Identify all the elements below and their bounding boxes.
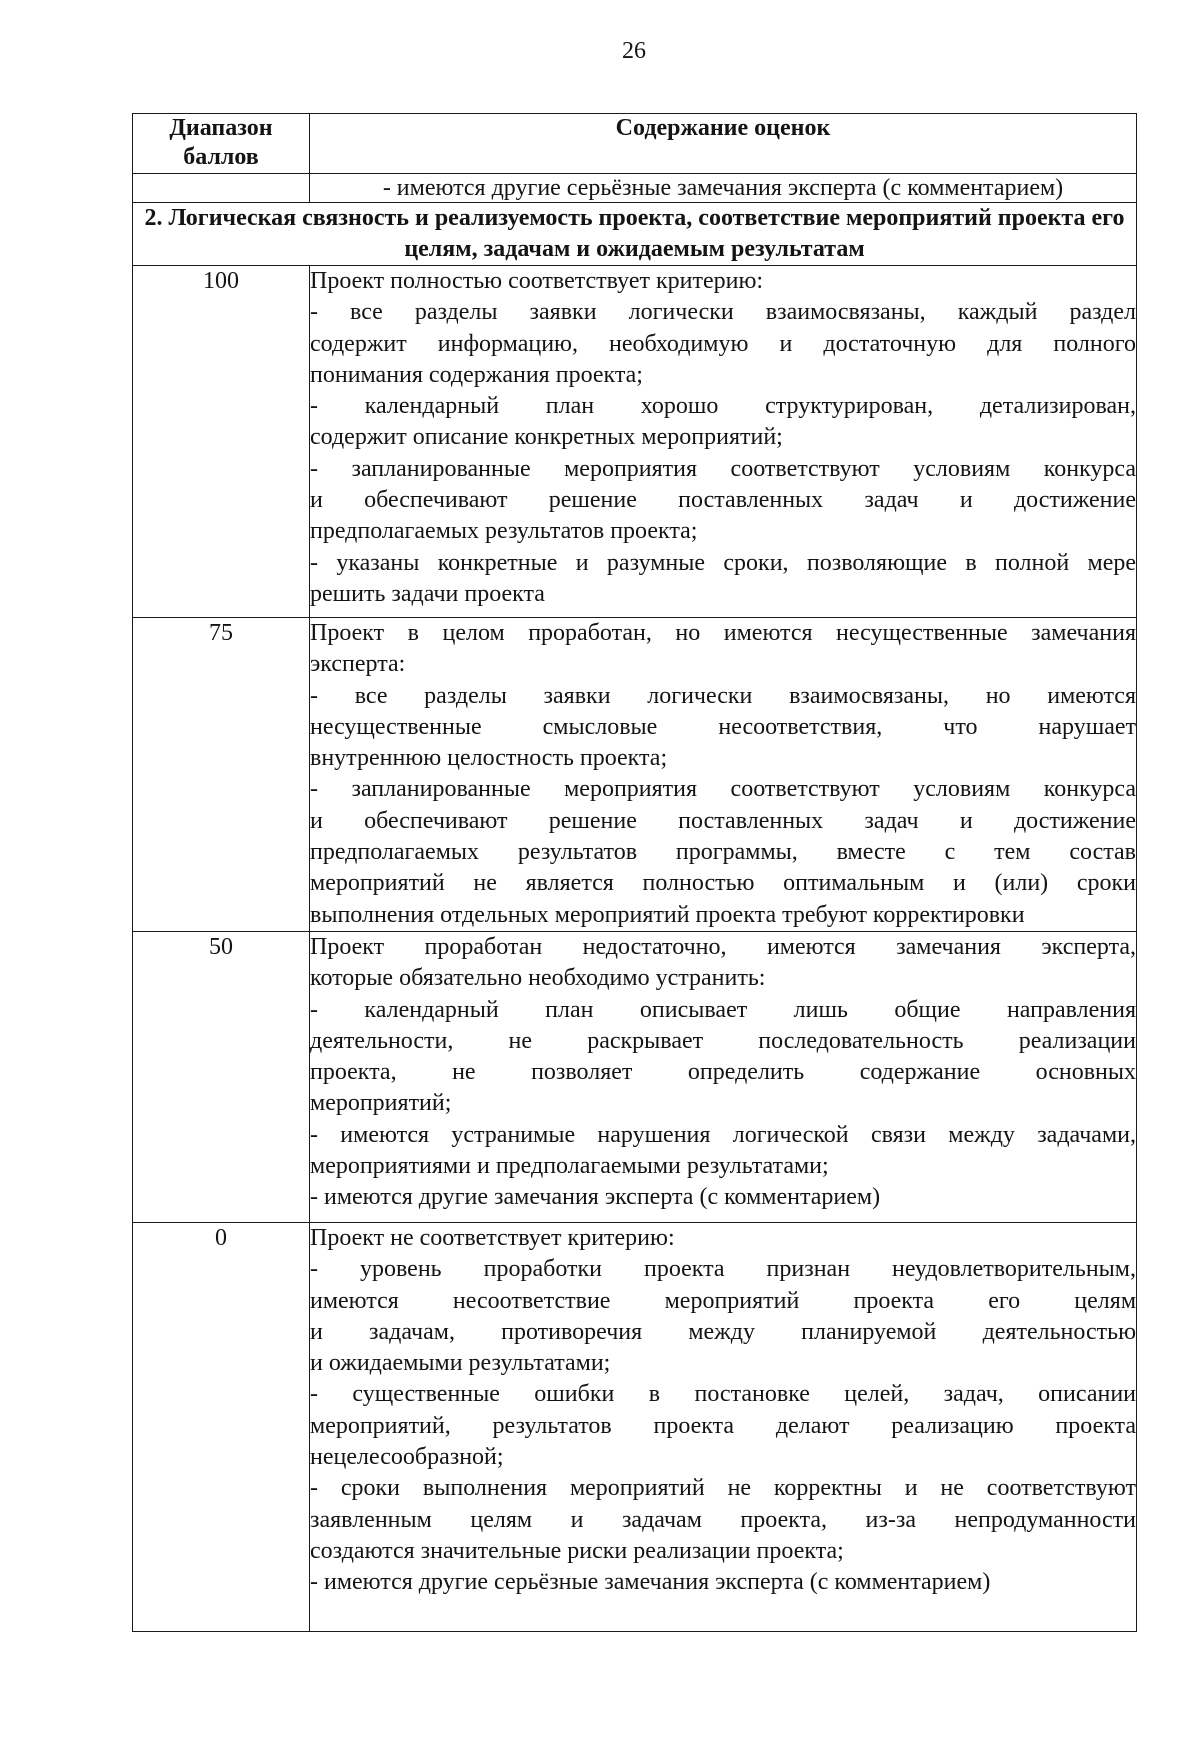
content-line: заявленным целям и задачам проекта, из-за непродуманности	[310, 1506, 1136, 1533]
content-line: содержит описание конкретных мероприятий;	[310, 424, 783, 451]
section-row	[133, 203, 1137, 266]
content-line: содержит информацию, необходимую и достаточную для полного	[310, 330, 1136, 357]
content-line: Проект не соответствует критерию:	[310, 1224, 675, 1251]
score-value: 100	[133, 266, 310, 618]
content-line: - сроки выполнения мероприятий не корректны и не соответствуют	[310, 1475, 1136, 1502]
table-row	[133, 931, 1137, 1222]
content-line: несущественные смысловые несоответствия, что нарушает	[310, 713, 1136, 740]
content-line: мероприятий, результатов проекта делают реализацию проекта	[310, 1412, 1136, 1439]
score-value: 50	[133, 931, 310, 1222]
content-line: которые обязательно необходимо устранить:	[310, 965, 766, 992]
content-line: - имеются другие серьёзные замечания эксперта (с комментарием)	[310, 1569, 991, 1596]
evaluation-content	[310, 1222, 1137, 1631]
table-row	[133, 618, 1137, 932]
content-line: - все разделы заявки логически взаимосвязаны, но имеются	[310, 682, 1136, 709]
content-line: - календарный план описывает лишь общие направления	[310, 996, 1136, 1023]
continuation-score-cell	[133, 174, 310, 203]
header-evaluation-content: Содержание оценок	[310, 114, 1137, 174]
score-value: 0	[133, 1222, 310, 1631]
content-line: и задачам, противоречия между планируемой деятельностью	[310, 1318, 1136, 1345]
content-line: Проект в целом проработан, но имеются несущественные замечания	[310, 620, 1136, 646]
criteria-table	[132, 113, 1137, 1632]
content-line: понимания содержания проекта;	[310, 361, 643, 388]
table-header-row	[133, 114, 1137, 174]
content-line: эксперта:	[310, 651, 406, 678]
content-line: - запланированные мероприятия соответствуют условиям конкурса	[310, 776, 1136, 803]
content-line: внутреннюю целостность проекта;	[310, 745, 668, 772]
score-value: 75	[133, 618, 310, 932]
content-line: выполнения отдельных мероприятий проекта требуют корректировки	[310, 901, 1025, 928]
content-line: и ожидаемыми результатами;	[310, 1350, 611, 1377]
content-line: создаются значительные риски реализации проекта;	[310, 1537, 844, 1564]
content-line: и обеспечивают решение поставленных задач и достижение	[310, 487, 1136, 514]
content-line: деятельности, не раскрывает последовательность реализации	[310, 1027, 1136, 1054]
content-line: решить задачи проекта	[310, 580, 545, 607]
section-title: 2. Логическая связность и реализуемость проекта, соответствие мероприятий проекта его целям, задачам и ожидаемым результатам	[133, 203, 1137, 266]
content-line: - существенные ошибки в постановке целей, задач, описании	[310, 1381, 1136, 1408]
evaluation-content	[310, 266, 1137, 618]
content-line: проекта, не позволяет определить содержание основных	[310, 1059, 1136, 1086]
content-line: мероприятиями и предполагаемыми результатами;	[310, 1153, 829, 1180]
content-line: нецелесообразной;	[310, 1444, 504, 1471]
content-line: - указаны конкретные и разумные сроки, позволяющие в полной мере	[310, 549, 1136, 576]
page-number: 26	[622, 38, 646, 64]
content-line: Проект проработан недостаточно, имеются замечания эксперта,	[310, 933, 1136, 960]
content-line: - уровень проработки проекта признан неудовлетворительным,	[310, 1256, 1136, 1283]
table-row	[133, 1222, 1137, 1631]
evaluation-content	[310, 931, 1137, 1222]
content-line: предполагаемых результатов программы, вместе с тем состав	[310, 839, 1136, 866]
content-line: и обеспечивают решение поставленных задач и достижение	[310, 807, 1136, 834]
content-line: - запланированные мероприятия соответствуют условиям конкурса	[310, 455, 1136, 482]
content-line: мероприятий не является полностью оптимальным и (или) сроки	[310, 870, 1136, 897]
content-line: предполагаемых результатов проекта;	[310, 518, 698, 545]
continuation-text: - имеются другие серьёзные замечания эксперта (с комментарием)	[310, 174, 1137, 203]
content-line: - календарный план хорошо структурирован, детализирован,	[310, 393, 1136, 420]
content-line: мероприятий;	[310, 1090, 452, 1117]
content-line: имеются несоответствие мероприятий проекта его целям	[310, 1287, 1136, 1314]
header-score-range: Диапазон баллов	[133, 114, 310, 174]
content-line: - имеются устранимые нарушения логической связи между задачами,	[310, 1121, 1136, 1148]
evaluation-content	[310, 618, 1137, 932]
continuation-row	[133, 174, 1137, 203]
table-row	[133, 266, 1137, 618]
content-line: Проект полностью соответствует критерию:	[310, 268, 764, 294]
content-line: - имеются другие замечания эксперта (с комментарием)	[310, 1184, 881, 1211]
content-line: - все разделы заявки логически взаимосвязаны, каждый раздел	[310, 299, 1136, 326]
